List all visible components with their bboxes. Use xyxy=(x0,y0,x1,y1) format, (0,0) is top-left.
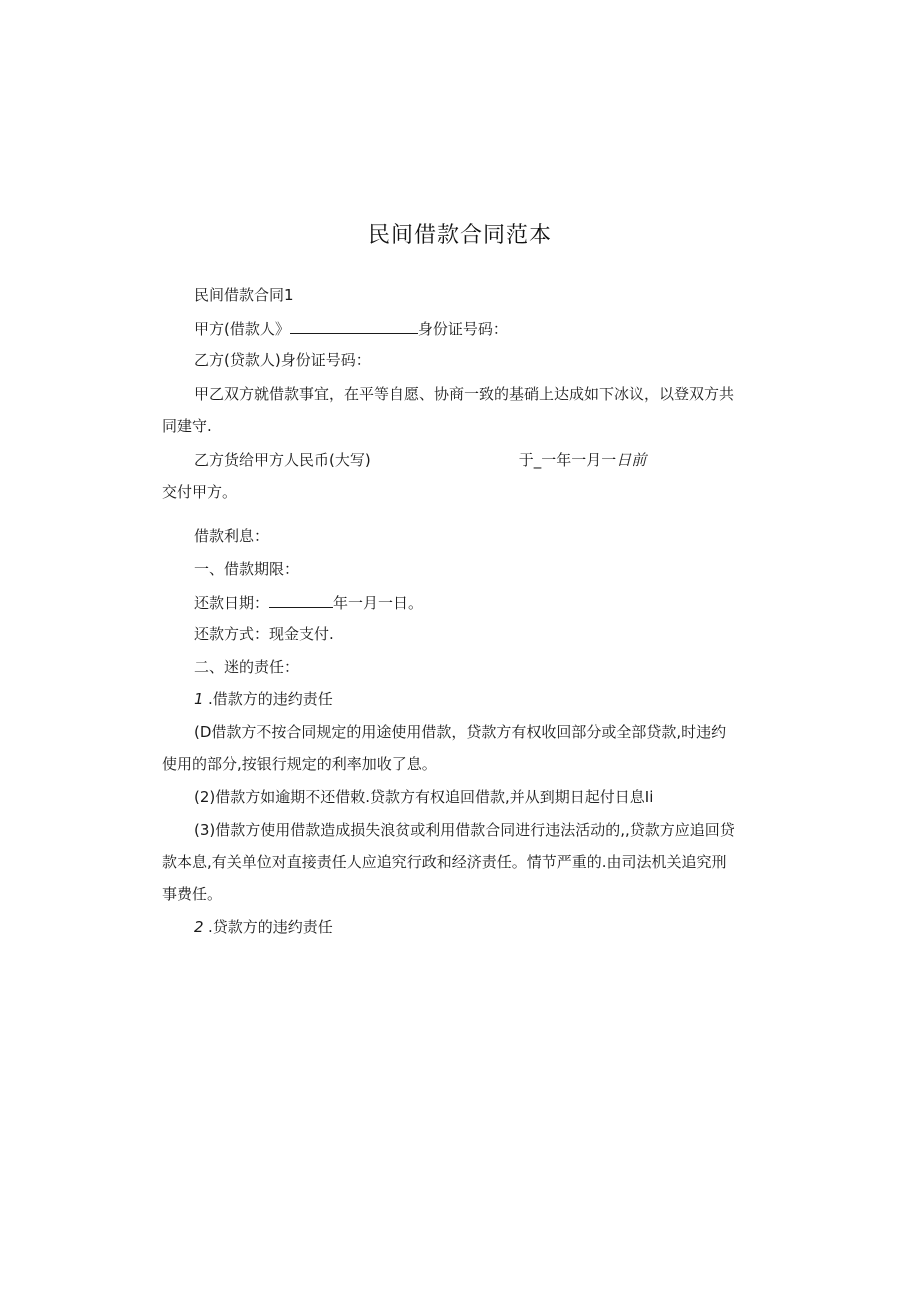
term-line: 一、借款期限： xyxy=(194,560,300,578)
party-a-name-blank xyxy=(290,318,418,334)
party-a-id-label: 身份证号码： xyxy=(417,320,508,338)
party-a-label: 甲方(借款人》 xyxy=(194,320,290,338)
clause-1-line-2: 使用的部分,按银行规定的利率加收了息。 xyxy=(162,755,437,773)
repay-date-label: 还款日期： xyxy=(194,594,270,612)
interest-line: 借款利息： xyxy=(194,527,270,545)
clause-3-line-3: 事费任。 xyxy=(162,885,223,903)
clause-2-line: (2)借款方如逾期不还借敕.贷款方有权追回借款,并从到期日起付日息Ii xyxy=(194,788,654,806)
loan-date-text: 于_一年一月一 xyxy=(518,451,617,469)
section-1-title: .借款方的违约责任 xyxy=(208,690,333,708)
loan-amount-text: 乙方货给甲方人民币(大写) xyxy=(194,451,371,469)
document-title: 民间借款合同范本 xyxy=(367,223,552,248)
agreement-line-2: 同建守. xyxy=(162,417,212,435)
repay-date-blank xyxy=(269,592,333,608)
liability-heading: 二、迷的责任： xyxy=(194,658,300,676)
loan-date-suffix: 日前 xyxy=(616,451,647,469)
repay-date-line xyxy=(194,592,423,613)
loan-amount-line xyxy=(194,450,646,470)
clause-3-line-2: 款本息,有关单位对直接责任人应追究行政和经济责任。情节严重的.由司法机关追究刑 xyxy=(162,853,727,871)
repay-date-suffix: 年一月一日。 xyxy=(333,594,424,612)
section-2-title: .贷款方的违约责任 xyxy=(208,918,333,936)
section-1-number: 1 xyxy=(194,690,204,708)
repay-method-line: 还款方式：现金支付. xyxy=(194,625,334,643)
section-2-number: 2 xyxy=(194,918,204,936)
party-b-line: 乙方(贷款人)身份证号码： xyxy=(194,351,371,369)
party-a-line xyxy=(194,318,508,339)
clause-1-line-1: (D借款方不按合同规定的用途使用借款，贷款方有权收回部分或全部贷款,时违约 xyxy=(194,723,727,741)
loan-amount-line-2: 交付甲方。 xyxy=(162,483,238,501)
contract-heading: 民间借款合同1 xyxy=(194,286,294,304)
section-1-heading xyxy=(194,689,333,709)
agreement-line-1: 甲乙双方就借款事宜，在平等自愿、协商一致的基硝上达成如下冰议，以登双方共 xyxy=(194,385,735,403)
section-2-heading xyxy=(194,917,333,937)
clause-3-line-1: (3)借款方使用借款造成损失浪贫或利用借款合同进行违法活动的,,贷款方应追回贷 xyxy=(194,821,735,839)
